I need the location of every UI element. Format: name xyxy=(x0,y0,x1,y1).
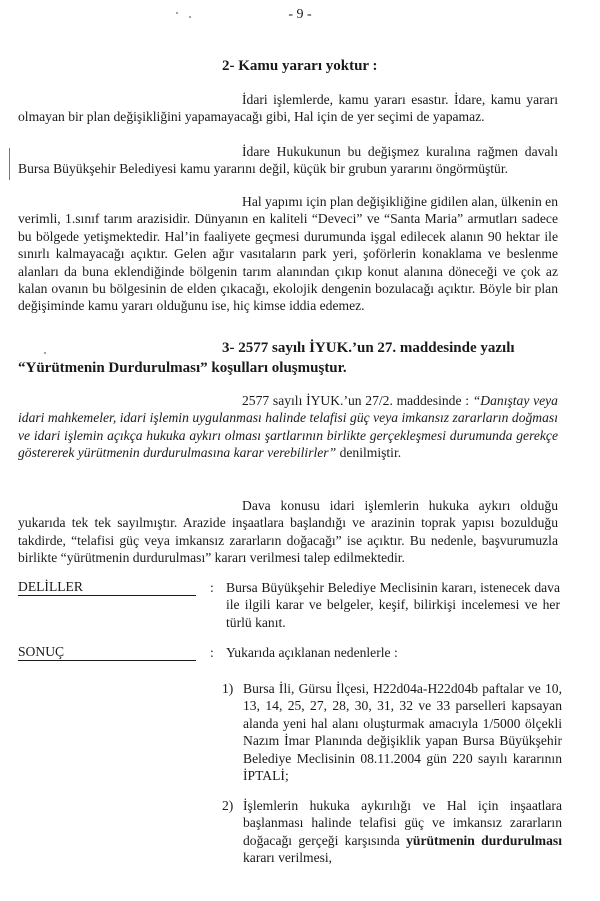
deliller-block xyxy=(210,579,560,631)
section-2-paragraph-2 xyxy=(18,143,558,178)
section-3-paragraph-2 xyxy=(18,497,558,567)
deliller-colon: : xyxy=(210,580,214,595)
section-2-paragraph-3 xyxy=(18,193,558,315)
section-3-heading-line-2: “Yürütmenin Durdurulması” koşulları oluşmuştur. xyxy=(18,360,347,376)
section-2-paragraph-1 xyxy=(18,91,558,126)
paragraph-text: İdare Hukukunun bu değişmez kuralına rağmen davalı Bursa Büyükşehir Belediyesi kamu yararını değil, küçük bir grubun yararını öngörmüştür. xyxy=(18,144,558,177)
item-text-bold: yürütmenin durdurulması xyxy=(406,832,562,848)
sonuc-item-2 xyxy=(222,797,562,867)
item-number: 2) xyxy=(222,798,234,813)
paragraph-text xyxy=(18,392,558,462)
paragraph-text: Hal yapımı için plan değişikliğine gidilen alan, ülkenin en verimli, 1.sınıf tarım arazisidir. Dünyanın en kaliteli “Deveci” ve “Santa Maria” armutları sadece bu bölgede yetişmektedir. Hal’in faaliyete geçmesi durumunda işgal edilecek alanın 90 hektar ile sınırlı kalmayacağı açıktır. Gelen ağır vasıtaların park yeri, şoförlerin konaklama ve beslenme alanları da buna eklendiğinde bölgenin tarım alanından çıkıp konut alanına döneceği ve çok az kalan ovanın bu bölgesinin de elden çıkacağı, ekolojik dengenin bozulacağı açıktır. Böyle bir plan değişiminde kamu yararı olduğunu ise, hiç kimse iddia edemez. xyxy=(18,194,558,314)
sonuc-item-1 xyxy=(222,680,562,784)
sonuc-colon: : xyxy=(210,645,214,660)
quote-end: denilmiştir. xyxy=(336,445,402,461)
item-text-after: kararı verilmesi, xyxy=(243,850,333,866)
page-number: - 9 - xyxy=(288,7,312,22)
sonuc-label: SONUÇ xyxy=(18,644,196,661)
paragraph-text: Dava konusu idari işlemlerin hukuka aykırı olduğu yukarıda tek tek sayılmıştır. Arazide inşaatlara başlandığı ve arazinin toprak yapısı bozulduğu takdirde, “telafisi güç veya imkansız zararların doğacağı” ise açıktır. Bu nedenle, başvurumuzla birlikte “yürütmenin durdurulması” kararı verilmesi talep edilmektedir. xyxy=(18,498,558,566)
section-3-heading-line-1: 3- 2577 sayılı İYUK.’un 27. maddesinde yazılı xyxy=(222,340,515,356)
item-text-before: İşlemlerin hukuka aykırılığı ve Hal için inşaatlara başlanması halinde telafisi güç ve imkansız zararların doğacağı gerçeği karşısında xyxy=(243,798,562,848)
deliller-label: DELİLLER xyxy=(18,579,196,596)
sonuc-text: Yukarıda açıklanan nedenlerle : xyxy=(226,645,398,660)
scan-speck xyxy=(189,16,191,18)
paragraph-text: İdari işlemlerde, kamu yararı esastır. İdare, kamu yararı olmayan bir plan değişikliğini yapamayacağı gibi, Hal için de yer seçimi de yapamaz. xyxy=(18,92,558,125)
item-text xyxy=(243,797,562,867)
item-text: Bursa İli, Gürsu İlçesi, H22d04a-H22d04b paftalar ve 10, 13, 14, 25, 27, 28, 30, 31, 32 ve 33 parselleri kapsayan alanda yeni hal alanı oluşturmak amacıyla 1/5000 ölçekli Nazım İmar Planında değişiklik yapan Bursa Büyükşehir Belediye Meclisinin 08.11.2004 gün 220 sayılı kararının İPTALİ; xyxy=(243,681,562,784)
scan-speck xyxy=(176,12,178,14)
deliller-text: Bursa Büyükşehir Belediye Meclisinin kararı, istenecek dava ile ilgili karar ve belgeler, keşif, bilirkişi incelemesi ve her türlü kanıt. xyxy=(226,580,560,630)
margin-mark xyxy=(9,148,10,180)
section-3-paragraph-1 xyxy=(18,392,558,462)
scan-speck xyxy=(44,352,46,354)
law-quote: “Danıştay veya idari mahkemeler, idari işlemin uygulanması halinde telafisi güç veya imkansız zararların doğması ve idari işlemin açıkça hukuka aykırı olması şartlarının birlikte gerçekleşmesi durumunda gerekçe göstererek yürütmenin durdurulmasına karar verebilirler” xyxy=(18,393,558,461)
sonuc-block xyxy=(210,644,560,661)
item-number: 1) xyxy=(222,681,234,696)
section-2-heading: 2- Kamu yararı yoktur : xyxy=(222,58,378,74)
quote-intro: 2577 sayılı İYUK.’un 27/2. maddesinde : xyxy=(242,393,473,408)
